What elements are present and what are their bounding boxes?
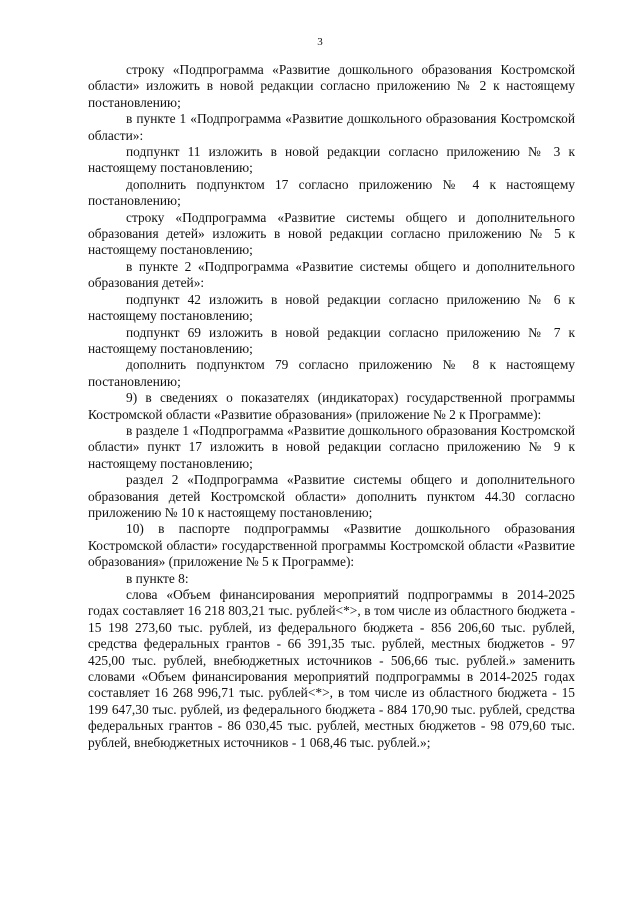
paragraph: 9) в сведениях о показателях (индикаторах) государственной программы Костромской области «Развитие образования» (приложение № 2 к Программе):: [88, 390, 575, 422]
paragraph: строку «Подпрограмма «Развитие системы общего и дополнительного образования детей» изложить в новой редакции согласно приложению № 5 к настоящему постановлению;: [88, 209, 575, 258]
paragraph: в пункте 8:: [126, 570, 189, 586]
paragraph: в разделе 1 «Подпрограмма «Развитие дошкольного образования Костромской области» пункт 17 изложить в новой редакции согласно приложению № 9 к настоящему постановлению;: [88, 422, 575, 471]
paragraph: раздел 2 «Подпрограмма «Развитие системы общего и дополнительного образования детей Костромской области» дополнить пунктом 44.30 согласно приложению № 10 к настоящему постановлению;: [88, 472, 575, 520]
document-body: [88, 62, 575, 751]
paragraph: дополнить подпунктом 79 согласно приложению № 8 к настоящему постановлению;: [88, 357, 575, 389]
paragraph: слова «Объем финансирования мероприятий подпрограммы в 2014-2025 годах составляет 16 218 803,21 тыс. рублей<*>, в том числе из областного бюджета - 15 198 273,60 тыс. рублей, из федерального бюджета - 856 206,60 тыс. рублей, средства федеральных грантов - 66 391,35 тыс. рублей, местных бюджетов - 97 425,00 тыс. рублей, внебюджетных источников - 506,66 тыс. рублей.» заменить словами «Объем финансирования мероприятий подпрограммы в 2014-2025 годах составляет 16 268 996,71 тыс. рублей<*>, в том числе из областного бюджета - 15 199 647,30 тыс. рублей, из федерального бюджета - 884 170,90 тыс. рублей, средства федеральных грантов - 86 030,45 тыс. рублей, местных бюджетов - 98 079,60 тыс. рублей, внебюджетных источников - 1 068,46 тыс. рублей.»;: [88, 587, 575, 750]
paragraph: подпункт 42 изложить в новой редакции согласно приложению № 6 к настоящему постановлению;: [88, 291, 575, 324]
paragraph: подпункт 11 изложить в новой редакции согласно приложению № 3 к настоящему постановлению;: [88, 144, 575, 176]
paragraph: строку «Подпрограмма «Развитие дошкольного образования Костромской области» изложить в новой редакции согласно приложению № 2 к настоящему постановлению;: [88, 62, 575, 110]
paragraph: дополнить подпунктом 17 согласно приложению № 4 к настоящему постановлению;: [88, 176, 575, 209]
paragraph: в пункте 1 «Подпрограмма «Развитие дошкольного образования Костромской области»:: [88, 111, 575, 143]
paragraph: в пункте 2 «Подпрограмма «Развитие системы общего и дополнительного образования детей»:: [88, 258, 575, 291]
paragraph: 10) в паспорте подпрограммы «Развитие дошкольного образования Костромской области» государственной программы Костромской области «Развитие образования» (приложение № 5 к Программе):: [88, 521, 575, 570]
paragraph: подпункт 69 изложить в новой редакции согласно приложению № 7 к настоящему постановлению;: [88, 324, 575, 356]
page-number: 3: [317, 36, 323, 48]
